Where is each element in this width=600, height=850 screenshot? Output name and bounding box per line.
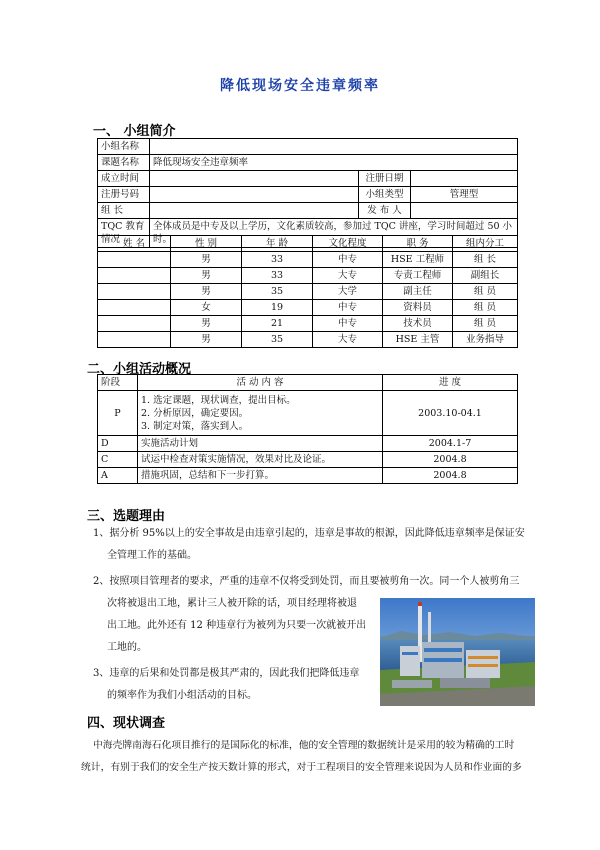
member-cell: 男 (171, 268, 242, 284)
table-row (98, 300, 518, 316)
label-cell: 发 布 人 (359, 203, 411, 219)
table-row (98, 139, 518, 155)
member-cell: HSE 工程师 (383, 252, 453, 268)
column-header: 性 别 (171, 236, 242, 252)
member-cell: 组 员 (453, 300, 518, 316)
content-cell: 措施巩固，总结和下一步打算。 (138, 468, 383, 484)
table-row (98, 155, 518, 171)
column-header: 组内分工 (453, 236, 518, 252)
member-cell: 中专 (313, 316, 383, 332)
member-cell: 资料员 (383, 300, 453, 316)
reason-paragraph-2: 2、按照项目管理者的要求，严重的违章不仅将受到处罚，而且要被剪角一次。同一个人被剪角三 次将被退出工地，累计三人被开除的话，项目经理将被退 出工地。此外还有 12 种违章行为被列为只要一次就被开出 工地的。 (93, 576, 520, 653)
member-cell (98, 300, 171, 316)
table-row (98, 284, 518, 300)
list-item: 1. 选定课题，现状调查，提出目标。 (141, 394, 296, 406)
label-cell: 课题名称 (98, 155, 150, 171)
member-cell: 中专 (313, 252, 383, 268)
list-item: 2. 分析原因，确定要因。 (141, 407, 249, 419)
member-cell: 33 (242, 268, 313, 284)
member-cell: 大学 (313, 284, 383, 300)
member-cell: 专责工程师 (383, 268, 453, 284)
member-cell (98, 316, 171, 332)
label-cell: 注册日期 (359, 171, 411, 187)
member-cell (98, 332, 171, 348)
stage-cell: A (98, 468, 138, 484)
progress-cell: 2003.10-04.1 (383, 391, 518, 436)
activity-table (97, 374, 518, 484)
stage-cell: D (98, 436, 138, 452)
member-cell: 中专 (313, 300, 383, 316)
value-cell (150, 139, 518, 155)
table-row (98, 252, 518, 268)
label-cell: 小组名称 (98, 139, 150, 155)
label-cell: TQC 教育情况 (98, 219, 150, 248)
label-cell: 注册号码 (98, 187, 150, 203)
reason-paragraph-3: 3、违章的后果和处罚都是极其严肃的，因此我们把降低违章 的频率作为我们小组活动的目标。 (93, 668, 360, 701)
value-cell (150, 171, 359, 187)
column-header: 进 度 (383, 375, 518, 391)
table-header-row (98, 375, 518, 391)
column-header: 姓 名 (98, 236, 171, 252)
section-1-heading: 一、 小组简介 (93, 124, 176, 139)
table-row (98, 316, 518, 332)
table-row (98, 391, 518, 436)
member-cell (98, 252, 171, 268)
value-cell (150, 203, 359, 219)
member-cell: 组 长 (453, 252, 518, 268)
value-cell: 管理型 (411, 187, 518, 203)
label-cell: 小组类型 (359, 187, 411, 203)
member-cell: 大专 (313, 268, 383, 284)
table-row (98, 268, 518, 284)
label-cell: 组 长 (98, 203, 150, 219)
member-cell: 男 (171, 316, 242, 332)
member-cell: 19 (242, 300, 313, 316)
member-cell: 组 员 (453, 316, 518, 332)
member-cell: 组 员 (453, 284, 518, 300)
table-row (98, 436, 518, 452)
member-cell: 副主任 (383, 284, 453, 300)
table-row (98, 468, 518, 484)
team-info-table (97, 138, 518, 248)
value-cell (411, 171, 518, 187)
member-cell: 35 (242, 332, 313, 348)
member-cell: 35 (242, 284, 313, 300)
column-header: 年 龄 (242, 236, 313, 252)
member-cell (98, 284, 171, 300)
reason-paragraph-1: 1、据分析 95%以上的安全事故是由违章引起的，违章是事故的根源，因此降低违章频率是保证安 全管理工作的基础。 (93, 528, 525, 561)
member-cell: HSE 主管 (383, 332, 453, 348)
section-4-heading: 四、现状调查 (87, 716, 166, 731)
value-cell: 降低现场安全违章频率 (150, 155, 518, 171)
value-cell (411, 203, 518, 219)
member-cell: 男 (171, 252, 242, 268)
section-3-heading: 三、选题理由 (87, 509, 166, 524)
content-cell: 实施活动计划 (138, 436, 383, 452)
content-cell: 试运中检查对策实施情况，效果对比及论证。 (138, 452, 383, 468)
member-cell: 女 (171, 300, 242, 316)
stage-cell: P (98, 391, 138, 436)
member-cell: 业务指导 (453, 332, 518, 348)
table-row (98, 187, 518, 203)
column-header: 活 动 内 容 (138, 375, 383, 391)
member-cell (98, 268, 171, 284)
value-cell (150, 187, 359, 203)
member-table (97, 235, 518, 348)
content-cell (138, 391, 383, 436)
column-header: 职 务 (383, 236, 453, 252)
progress-cell: 2004.8 (383, 468, 518, 484)
stage-cell: C (98, 452, 138, 468)
member-cell: 21 (242, 316, 313, 332)
list-item: 3. 制定对策，落实到人。 (141, 420, 249, 432)
column-header: 阶段 (98, 375, 138, 391)
table-row (98, 203, 518, 219)
section-2-heading: 二、小组活动概况 (87, 362, 192, 377)
power-plant-image (380, 598, 535, 706)
label-cell: 成立时间 (98, 171, 150, 187)
member-cell: 33 (242, 252, 313, 268)
table-row (98, 332, 518, 348)
table-header-row (98, 236, 518, 252)
column-header: 文化程度 (313, 236, 383, 252)
progress-cell: 2004.8 (383, 452, 518, 468)
member-cell: 男 (171, 332, 242, 348)
value-cell: 全体成员是中专及以上学历，文化素质较高，参加过 TQC 讲座，学习时间超过 50 小时。 (150, 219, 518, 248)
table-row (98, 171, 518, 187)
member-cell: 男 (171, 284, 242, 300)
progress-cell: 2004.1-7 (383, 436, 518, 452)
member-cell: 大专 (313, 332, 383, 348)
page-title: 降低现场安全违章频率 (220, 78, 380, 94)
member-cell: 副组长 (453, 268, 518, 284)
table-row (98, 452, 518, 468)
member-cell: 技术员 (383, 316, 453, 332)
survey-paragraph: 中海壳牌南海石化项目推行的是国际化的标准，他的安全管理的数据统计是采用的较为精确的工时 统计，有别于我们的安全生产按天数计算的形式，对于工程项目的安全管理来说因为人员和作业面的多 (81, 740, 522, 773)
